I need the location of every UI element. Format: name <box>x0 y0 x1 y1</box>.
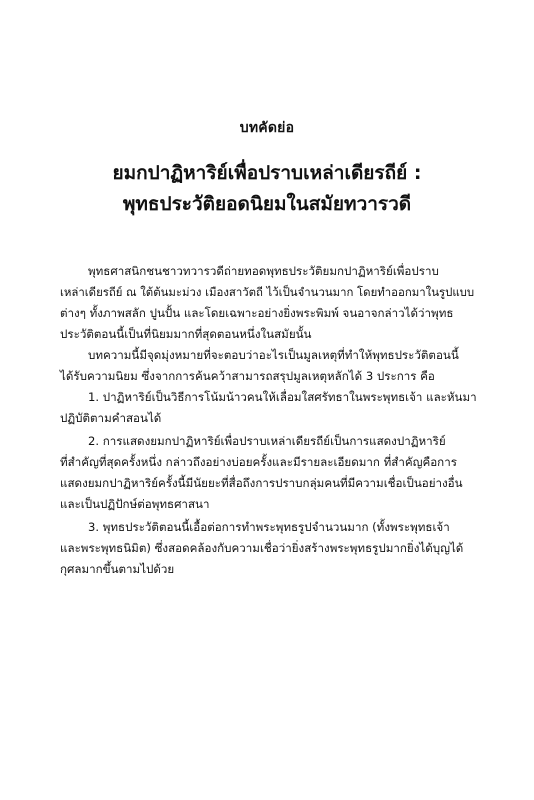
body-line: และเป็นปฏิปักษ์ต่อพุทธศาสนา <box>60 497 210 511</box>
body-line: กุศลมากขึ้นตามไปด้วย <box>60 562 175 576</box>
reason-item-1 <box>60 387 480 429</box>
body-line: แสดงยมกปาฏิหาริย์ครั้งนี้มีนัยยะที่สื่อถึงการปราบกลุ่มคนที่มีความเชื่อเป็นอย่างอื่น <box>60 476 463 490</box>
body-line: 1. ปาฏิหาริย์เป็นวิธีการโน้มน้าวคนให้เลื่อมใสศรัทธาในพระพุทธเจ้า และหันมา <box>88 390 477 404</box>
title-line-2: พุทธประวัติยอดนิยมในสมัยทวารวดี <box>122 193 412 215</box>
paragraph-2 <box>60 345 480 387</box>
body-line: 3. พุทธประวัติตอนนี้เอื้อต่อการทำพระพุทธรูปจำนวนมาก (ทั้งพระพุทธเจ้า <box>88 520 450 534</box>
body-line: พุทธศาสนิกชนชาวทวารวดีถ่ายทอดพุทธประวัติยมกปาฏิหาริย์เพื่อปราบ <box>88 264 439 278</box>
paragraph-1 <box>60 261 480 345</box>
body-line: ประวัติตอนนี้เป็นที่นิยมมากที่สุดตอนหนึ่งในสมัยนั้น <box>60 327 312 341</box>
body-line: 2. การแสดงยมกปาฏิหาริย์เพื่อปราบเหล่าเดียรถีย์เป็นการแสดงปาฏิหาริย์ <box>88 434 446 448</box>
reason-item-3 <box>60 517 480 580</box>
reason-item-2 <box>60 431 480 515</box>
body-line: และพระพุทธนิมิต) ซึ่งสอดคล้องกับความเชื่อว่ายิ่งสร้างพระพุทธรูปมากยิ่งได้บุญได้ <box>60 541 464 555</box>
body-line: เหล่าเดียรถีย์ ณ ใต้ต้นมะม่วง เมืองสาวัตถี ไว้เป็นจำนวนมาก โดยทำออกมาในรูปแบบ <box>60 285 475 299</box>
title-line-1: ยมกปาฏิหาริย์เพื่อปราบเหล่าเดียรถีย์ : <box>112 162 422 184</box>
body-line: บทความนี้มีจุดมุ่งหมายที่จะตอบว่าอะไรเป็นมูลเหตุที่ทำให้พุทธประวัติตอนนี้ <box>88 348 459 362</box>
body-line: ปฏิบัติตามคำสอนได้ <box>60 411 162 425</box>
body-line: ต่างๆ ทั้งภาพสลัก ปูนปั้น และโดยเฉพาะอย่างยิ่งพระพิมพ์ จนอาจกล่าวได้ว่าพุทธ <box>60 306 454 320</box>
abstract-heading: บทคัดย่อ <box>239 120 295 136</box>
body-line: ได้รับความนิยม ซึ่งจากการค้นคว้าสามารถสรุปมูลเหตุหลักได้ 3 ประการ คือ <box>60 369 435 383</box>
body-line: ที่สำคัญที่สุดครั้งหนึ่ง กล่าวถึงอย่างบ่อยครั้งและมีรายละเอียดมาก ที่สำคัญคือการ <box>60 455 457 469</box>
